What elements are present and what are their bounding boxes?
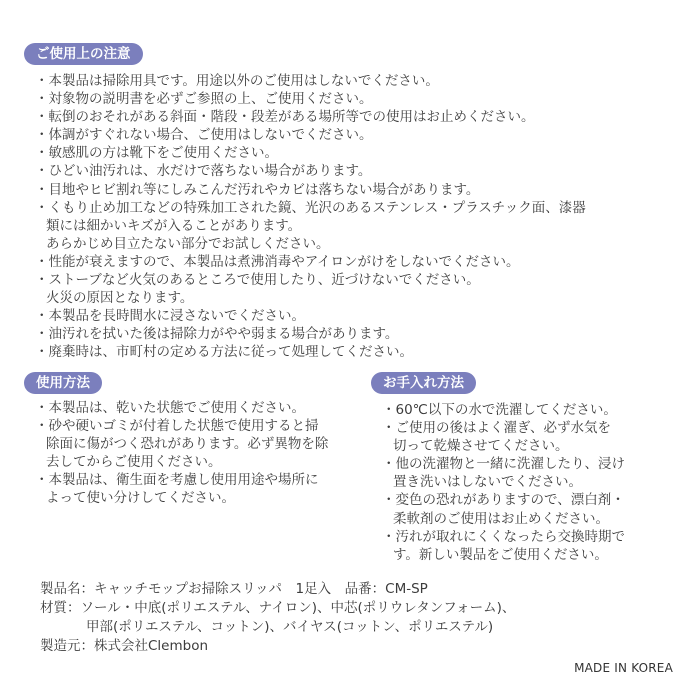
- care-heading: お手入れ方法: [383, 375, 464, 391]
- usage-line: 去してからご使用ください。: [46, 454, 222, 471]
- usage-heading: 使用方法: [36, 375, 90, 391]
- caution-line: ・廃棄時は、市町村の定める方法に従って処理してください。: [35, 344, 413, 361]
- product-info: [40, 580, 515, 656]
- caution-line: ・本製品を長時間水に浸さないでください。: [35, 308, 305, 325]
- care-line: す。新しい製品をご使用ください。: [393, 546, 608, 563]
- caution-line: ・性能が衰えますので、本製品は煮沸消毒やアイロンがけをしないでください。: [35, 253, 520, 270]
- care-line: 切って乾燥させてください。: [393, 438, 569, 455]
- caution-line: ・体調がすぐれない場合、ご使用はしないでください。: [35, 127, 373, 144]
- caution-list: [35, 72, 586, 362]
- material-line-continued: 甲部(ポリエステル、コットン)、バイヤス(コットン、ポリエステル): [86, 619, 494, 635]
- caution-line: ・対象物の説明書を必ずご参照の上、ご使用ください。: [35, 91, 373, 108]
- care-line: 柔軟剤のご使用はお止めください。: [393, 510, 609, 527]
- care-heading-badge: [371, 372, 476, 394]
- caution-line: 類には細かいキズが入ることがあります。: [46, 217, 302, 234]
- maker-line: 製造元：株式会社Clembon: [40, 638, 209, 654]
- caution-line: ・本製品は掃除用具です。用途以外のご使用はしないでください。: [35, 73, 439, 89]
- usage-heading-badge: [24, 372, 102, 394]
- caution-line: ・ひどい油汚れは、水だけで落ちない場合があります。: [35, 163, 372, 180]
- care-list: [382, 401, 625, 564]
- care-line: ・ご使用の後はよく濯ぎ、必ず水気を: [382, 420, 611, 437]
- care-line: ・汚れが取れにくくなったら交換時期で: [382, 528, 625, 545]
- usage-line: ・本製品は、乾いた状態でご使用ください。: [35, 400, 305, 416]
- material-line: 材質：ソール・中底(ポリエステル、ナイロン)、中芯(ポリウレタンフォーム)、: [40, 600, 516, 616]
- usage-line: ・砂や硬いゴミが付着した状態で使用すると掃: [35, 418, 319, 435]
- usage-line: 除面に傷がつく恐れがあります。必ず異物を除: [46, 436, 329, 453]
- caution-heading: ご使用上の注意: [36, 46, 131, 62]
- care-line: ・60℃以下の水で洗濯してください。: [382, 402, 617, 418]
- caution-line: ・くもり止め加工などの特殊加工された鏡、光沢のあるステンレス・プラスチック面、漆器: [35, 199, 586, 216]
- origin-label: MADE IN KOREA: [574, 661, 673, 675]
- care-line: ・変色の恐れがありますので、漂白剤・: [382, 492, 625, 509]
- product-name-line: 製品名：キャッチモップお掃除スリッパ 1足入 品番：CM-SP: [40, 581, 428, 597]
- care-line: ・他の洗濯物と一緒に洗濯したり、浸け: [382, 456, 625, 473]
- caution-line: あらかじめ目立たない部分でお試しください。: [46, 235, 330, 252]
- caution-line: 火災の原因となります。: [46, 290, 194, 307]
- usage-line: ・本製品は、衛生面を考慮し使用用途や場所に: [35, 472, 319, 489]
- caution-line: ・目地やヒビ割れ等にしみこんだ汚れやカビは落ちない場合があります。: [35, 181, 480, 198]
- caution-line: ・油汚れを拭いた後は掃除力がやや弱まる場合があります。: [35, 326, 399, 343]
- caution-heading-badge: [24, 43, 143, 65]
- usage-line: よって使い分けしてください。: [46, 490, 235, 507]
- caution-line: ・ストーブなど火気のあるところで使用したり、近づけないでください。: [35, 272, 480, 289]
- usage-list: [35, 399, 328, 508]
- care-line: 置き洗いはしないでください。: [393, 474, 582, 491]
- caution-line: ・転倒のおそれがある斜面・階段・段差がある場所等での使用はお止めください。: [35, 109, 535, 126]
- caution-line: ・敏感肌の方は靴下をご使用ください。: [35, 145, 278, 162]
